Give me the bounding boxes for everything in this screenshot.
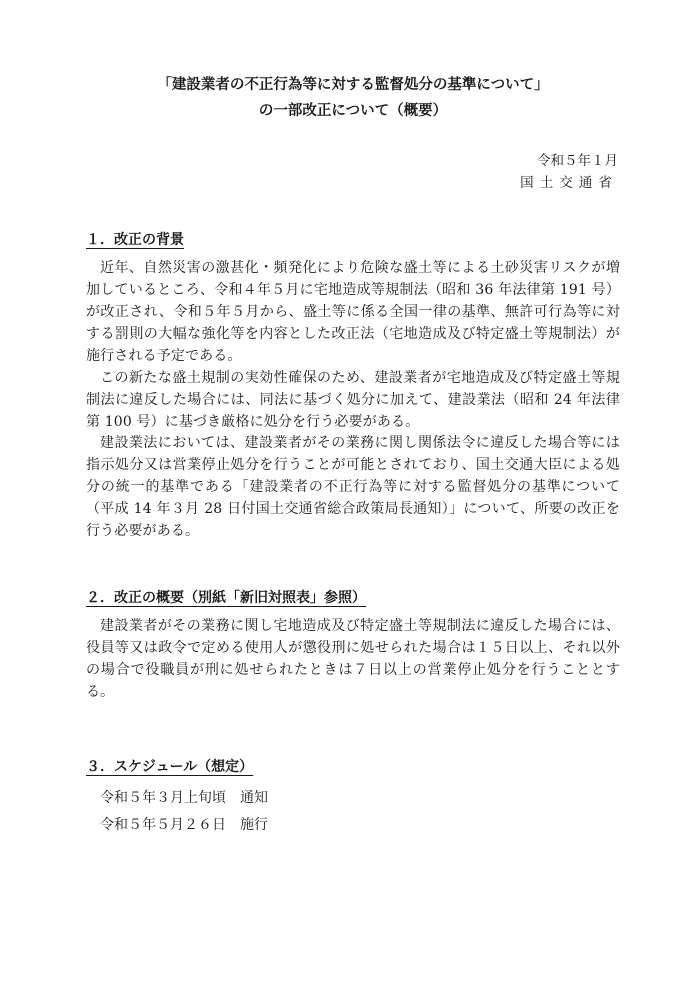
section-overview-heading: ２．改正の概要（別紙「新旧対照表」参照）: [86, 590, 366, 607]
section-schedule: [86, 756, 620, 838]
document-title-line-2: の一部改正について（概要）: [258, 103, 448, 120]
paragraph: 建設業法においては、建設業者がその業務に関し関係法令に違反した場合等には指示処分又は営業停止処分を行うことが可能とされており、国土交通大臣による処分の統一的基準である「建設業者の不正行為等に対する監督処分の基準について（平成 14 年３月 28 日付国土交通省総合政策局長通知）」について、所要の改正を行う必要がある。: [86, 435, 620, 540]
section-background-heading: １．改正の背景: [86, 231, 184, 248]
document-title-line-1: 「建設業者の不正行為等に対する監督処分の基準について」: [157, 77, 549, 93]
section-overview: [86, 587, 620, 704]
paragraph: 近年、自然災害の激甚化・頻発化により危険な盛土等による土砂災害リスクが増加しているところ、令和４年５月に宅地造成等規制法（昭和 36 年法律第 191 号）が改正され、令和５年５月から、盛土等に係る全国一律の基準、無許可行為等に対する罰則の大幅な強化等を内容とした改正法（宅地造成及び特定盛土等規制法）が施行される予定である。: [86, 259, 620, 364]
document-meta: [86, 150, 620, 195]
document-title: [86, 72, 620, 124]
schedule-item-enforcement: 令和５年５月２６日 施行: [100, 816, 268, 833]
paragraph: この新たな盛土規制の実効性確保のため、建設業者が宅地造成及び特定盛土等規制法に違反した場合には、同法に基づく処分に加えて、建設業法（昭和 24 年法律第 100 号）に基づき厳格に処分を行う必要がある。: [86, 369, 620, 430]
paragraph: 建設業者がその業務に関し宅地造成及び特定盛土等規制法に違反した場合には、役員等又は政令で定める使用人が懲役刑に処せられた場合は１５日以上、それ以外の場合で役職員が刑に処せられたときは７日以上の営業停止処分を行うこととする。: [86, 618, 620, 701]
schedule-item-notice: 令和５年３月上旬頃 通知: [100, 790, 268, 807]
section-background: [86, 229, 620, 544]
organization-line: 国土交通省: [520, 175, 618, 192]
section-schedule-heading: ３．スケジュール（想定）: [86, 759, 254, 776]
date-line: 令和５年１月: [537, 153, 618, 170]
